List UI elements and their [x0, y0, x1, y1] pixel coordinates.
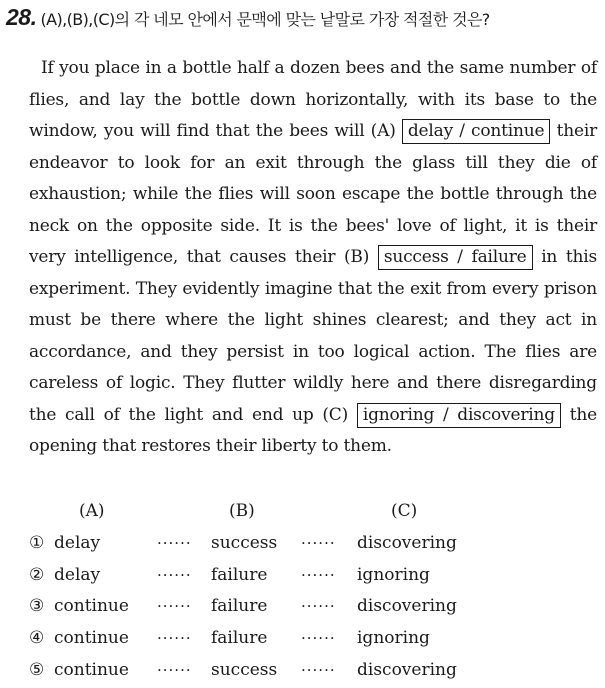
column-header-b: (B)	[229, 501, 255, 521]
option-b-word: failure	[211, 564, 268, 585]
option-number: ②	[29, 564, 45, 585]
dots-separator: ······	[157, 533, 192, 552]
option-c-word: discovering	[357, 596, 457, 617]
column-header-c: (C)	[391, 501, 418, 521]
choice-box-b: success / failure	[378, 245, 533, 270]
dots-separator: ······	[157, 565, 192, 584]
option-b-word: success	[211, 659, 278, 680]
dots-separator: ······	[301, 533, 336, 552]
option-a-word: continue	[54, 628, 129, 649]
option-a-word: continue	[54, 596, 129, 617]
question-number: 28.	[6, 4, 37, 30]
option-c-word: discovering	[357, 659, 457, 680]
option-a-word: continue	[54, 659, 129, 680]
dots-separator: ······	[157, 660, 192, 679]
option-c-word: ignoring	[357, 564, 430, 585]
question-header	[6, 4, 602, 33]
option-a-word: delay	[54, 532, 101, 553]
dots-separator: ······	[301, 660, 336, 679]
option-number: ⑤	[29, 659, 45, 680]
dots-separator: ······	[301, 629, 336, 648]
question-instruction: (A),(B),(C)의 각 네모 안에서 문맥에 맞는 낱말로 가장 적절한 것은?	[40, 10, 490, 29]
option-c-word: discovering	[357, 532, 457, 553]
dots-separator: ······	[157, 629, 192, 648]
choice-box-c: ignoring / discovering	[357, 403, 561, 428]
dots-separator: ······	[301, 597, 336, 616]
passage-segment-1: If you place in a bottle half a dozen bees and the same number of flies, and lay the bottle down horizontally, with its base to the window, you will find that the bees will (A)	[29, 58, 597, 141]
option-b-word: success	[211, 532, 278, 553]
option-number: ①	[29, 532, 45, 553]
option-b-word: failure	[211, 596, 268, 617]
passage-segment-2: their endeavor to look for an exit through the glass till they die of exhaustion; while the flies will soon escape the bottle through the neck on the opposite side. It is the bees' love of light, it is their very intelligence, that causes their (B)	[29, 121, 597, 267]
option-number: ④	[29, 628, 45, 649]
passage-segment-3: in this experiment. They evidently imagine that the exit from every prison must be there where the light shines clearest; and they act in accordance, and they persist in too logical action. The flies are careless of logic. They flutter wildly here and there disregarding the call of the light and end up (C)	[29, 247, 597, 425]
passage	[29, 53, 597, 463]
option-b-word: failure	[211, 628, 268, 649]
option-a-word: delay	[54, 564, 101, 585]
dots-separator: ······	[301, 565, 336, 584]
option-number: ③	[29, 596, 45, 617]
option-c-word: ignoring	[357, 628, 430, 649]
column-header-a: (A)	[79, 501, 105, 521]
dots-separator: ······	[157, 597, 192, 616]
passage-segment-4: the opening that restores their liberty to them.	[29, 404, 597, 456]
choice-box-a: delay / continue	[402, 119, 550, 144]
